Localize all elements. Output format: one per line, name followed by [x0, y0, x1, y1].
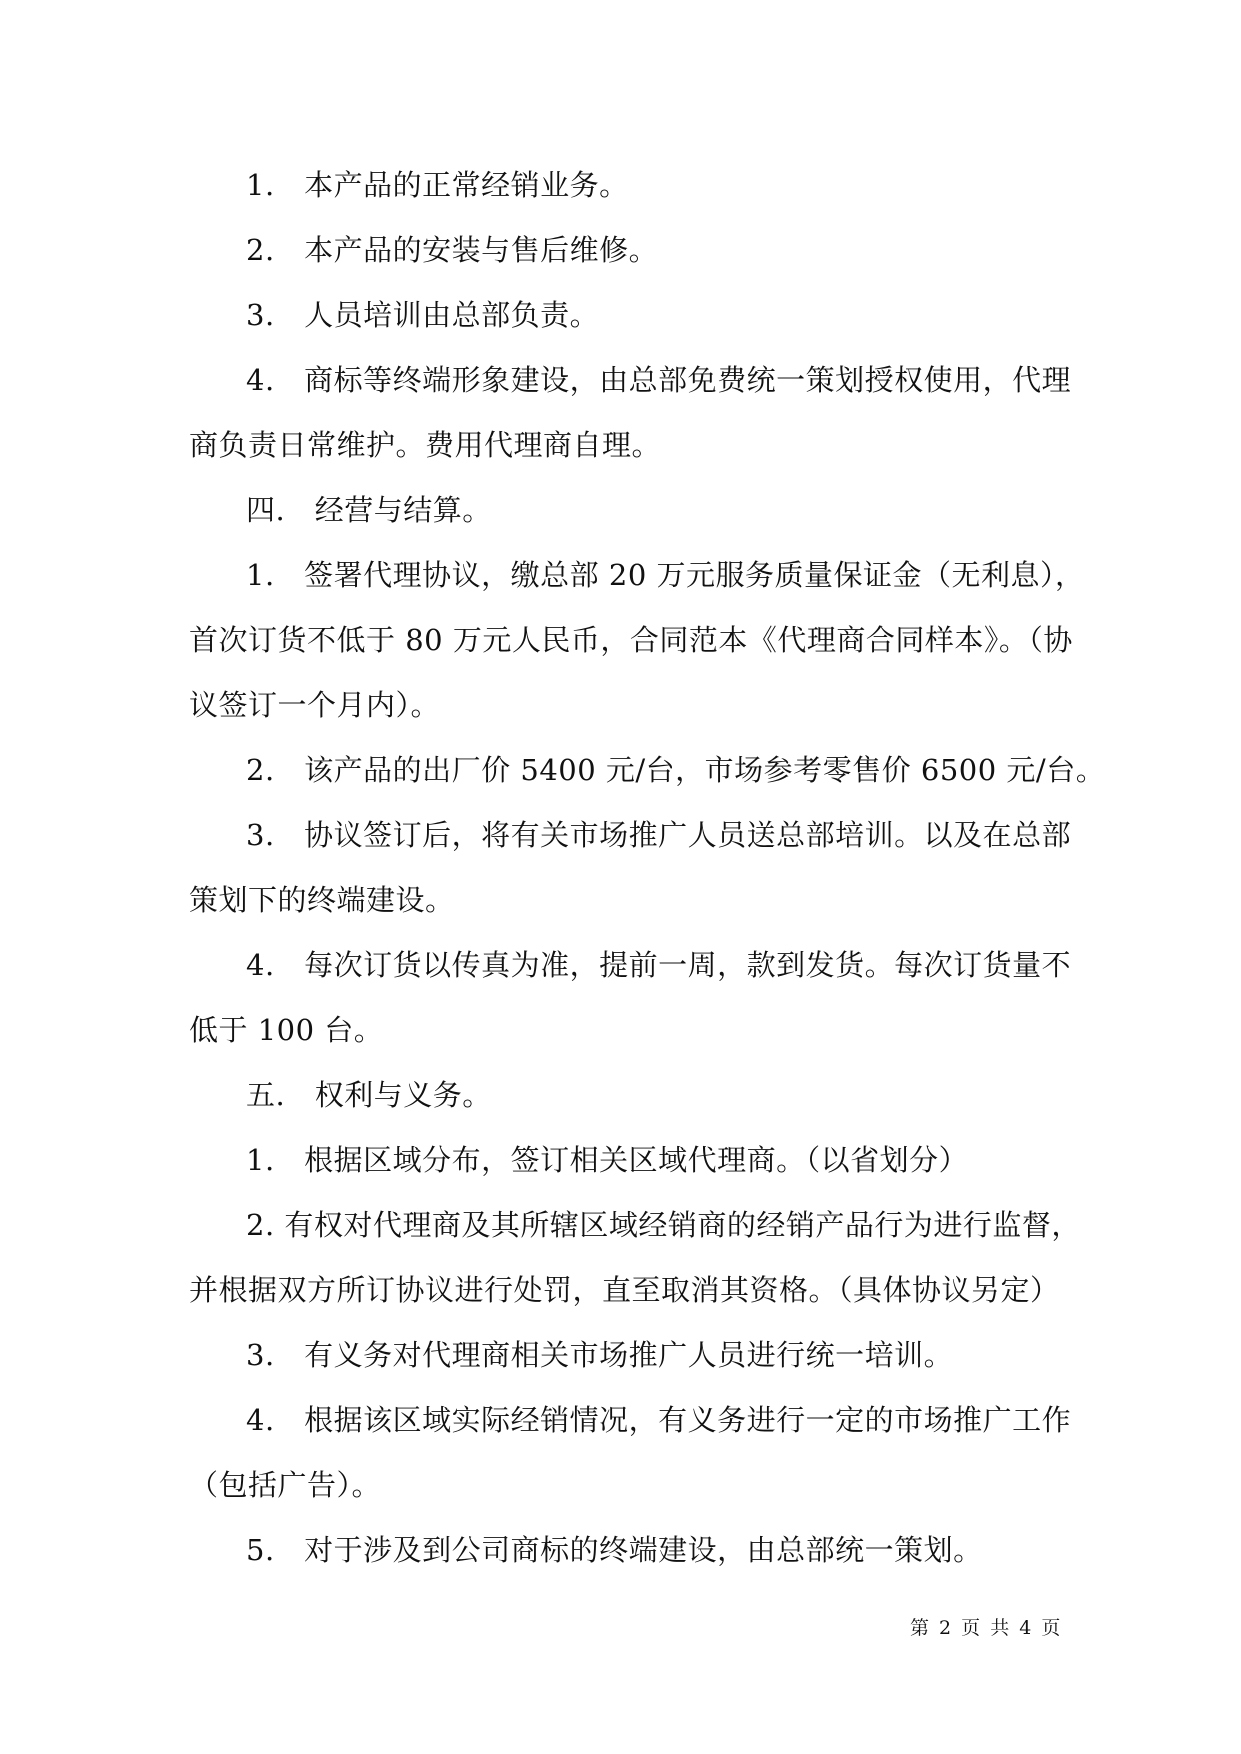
- paragraph-line: 2. 有权对代理商及其所辖区域经销商的经销产品行为进行监督，: [246, 1208, 1081, 1242]
- section-heading: 四. 经营与结算。: [246, 493, 492, 527]
- paragraph-line: 低于 100 台。: [189, 1013, 384, 1047]
- paragraph-line: 2. 该产品的出厂价 5400 元/台，市场参考零售价 6500 元/台。: [246, 753, 1106, 787]
- section-heading: 五. 权利与义务。: [246, 1078, 492, 1112]
- paragraph-line: （包括广告）。: [189, 1468, 382, 1502]
- paragraph-line: 3. 有义务对代理商相关市场推广人员进行统一培训。: [246, 1338, 954, 1372]
- paragraph-line: 2. 本产品的安装与售后维修。: [246, 233, 659, 267]
- paragraph-line: 4. 根据该区域实际经销情况，有义务进行一定的市场推广工作: [246, 1403, 1072, 1437]
- paragraph-line: 并根据双方所订协议进行处罚，直至取消其资格。（具体协议另定）: [189, 1273, 1060, 1307]
- paragraph-line: 3. 人员培训由总部负责。: [246, 298, 600, 332]
- paragraph-line: 5. 对于涉及到公司商标的终端建设，由总部统一策划。: [246, 1533, 983, 1567]
- paragraph-line: 商负责日常维护。费用代理商自理。: [189, 428, 662, 462]
- paragraph-line: 4. 每次订货以传真为准，提前一周，款到发货。每次订货量不: [246, 948, 1072, 982]
- page-number-footer: 第 2 页 共 4 页: [910, 1617, 1063, 1639]
- paragraph-line: 3. 协议签订后，将有关市场推广人员送总部培训。以及在总部: [246, 818, 1072, 852]
- paragraph-line: 议签订一个月内）。: [189, 688, 441, 722]
- paragraph-line: 1. 本产品的正常经销业务。: [246, 168, 629, 202]
- paragraph-line: 4. 商标等终端形象建设，由总部免费统一策划授权使用，代理: [246, 363, 1072, 397]
- paragraph-line: 1. 根据区域分布，签订相关区域代理商。（以省划分）: [246, 1143, 969, 1177]
- paragraph-line: 首次订货不低于 80 万元人民币，合同范本《代理商合同样本》。（协: [189, 623, 1073, 657]
- paragraph-line: 1. 签署代理协议，缴总部 20 万元服务质量保证金（无利息），: [246, 558, 1085, 592]
- paragraph-line: 策划下的终端建设。: [189, 883, 455, 917]
